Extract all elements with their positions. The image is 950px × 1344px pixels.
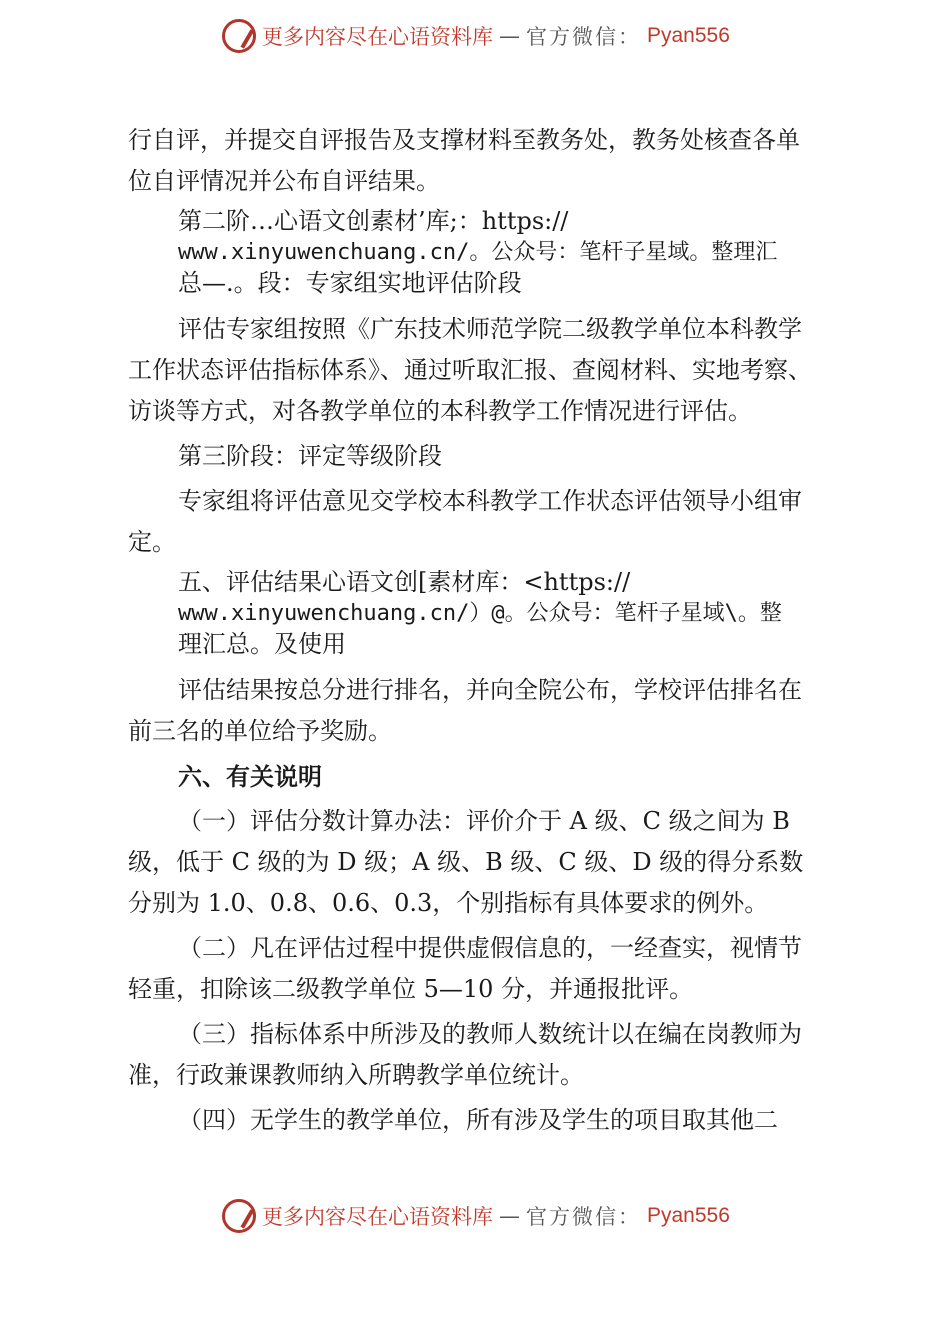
section-five-line-2: www.xinyuwenchuang.cn/）@。公众号：笔杆子星域\。整 [178,601,782,626]
paragraph-note-3: （三）指标体系中所涉及的教师人数统计以在编在岗教师为准，行政兼课教师纳入所聘教学单位统计。 [128,1020,802,1089]
brand-logo-icon [222,19,256,53]
document-body [128,120,818,1145]
banner-wechat-label: 官方微信： [526,25,641,49]
paragraph-note-4: （四）无学生的教学单位，所有涉及学生的项目取其他二 [178,1106,778,1134]
header-banner [222,16,730,56]
heading-section-six: 六、有关说明 [178,762,322,791]
banner-account: Pyan556 [647,24,730,47]
brand-logo-icon [222,1199,256,1233]
paragraph-expert-eval: 评估专家组按照《广东技术师范学院二级教学单位本科教学工作状态评估指标体系》、通过听取汇报、查阅材料、实地考察、访谈等方式，对各教学单位的本科教学工作情况进行评估。 [128,315,812,425]
stage-two-line-3: 总—.。段：专家组实地评估阶段 [178,269,522,297]
stage-two-line-1: 第二阶…心语文创素材’库;：https:// [178,207,569,235]
stage-two-line-2: www.xinyuwenchuang.cn/。公众号：笔杆子星域。整理汇 [178,240,778,265]
banner-text: 更多内容尽在心语资料库 [262,25,493,49]
paragraph-self-eval: 行自评，并提交自评报告及支撑材料至教务处，教务处核查各单位自评情况并公布自评结果。 [128,126,800,195]
paragraph-expert-review: 专家组将评估意见交学校本科教学工作状态评估领导小组审定。 [128,487,802,556]
banner-wechat-label: 官方微信： [526,1205,641,1229]
banner-text: 更多内容尽在心语资料库 [262,1205,493,1229]
paragraph-note-1: （一）评估分数计算办法：评价介于 A 级、C 级之间为 B 级，低于 C 级的为 D 级；A 级、B 级、C 级、D 级的得分系数分别为 1.0、0.8、0.6、0.3，个别指标有具体要求的例外。 [128,807,804,917]
paragraph-note-2: （二）凡在评估过程中提供虚假信息的，一经查实，视情节轻重，扣除该二级教学单位 5—10 分，并通报批评。 [128,934,802,1003]
paragraph-stage-two [178,206,818,299]
footer-banner [222,1196,730,1236]
section-five-line-1: 五、评估结果心语文创[素材库：<https:// [178,568,631,596]
banner-dash: — [499,24,520,48]
heading-stage-three: 第三阶段：评定等级阶段 [178,442,442,470]
section-five-line-3: 理汇总。及使用 [178,630,346,658]
paragraph-ranking: 评估结果按总分进行排名，并向全院公布，学校评估排名在前三名的单位给予奖励。 [128,676,802,745]
paragraph-section-five [178,567,818,660]
banner-dash: — [499,1204,520,1228]
banner-account: Pyan556 [647,1204,730,1227]
